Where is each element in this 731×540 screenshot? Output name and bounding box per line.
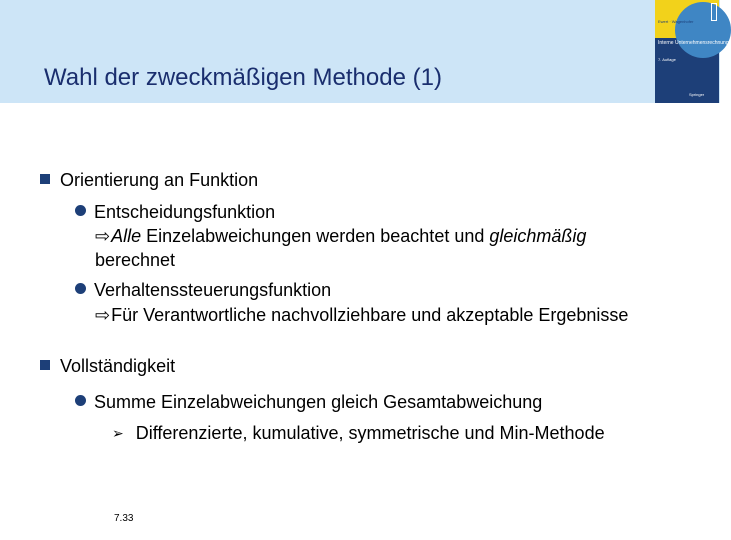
subitem-detail xyxy=(95,226,586,247)
book-cover-title: Interne Unternehmensrechnung xyxy=(658,40,729,46)
detail-text: Einzelabweichungen werden beachtet und xyxy=(141,226,490,246)
arrow-right-icon: ⇨ xyxy=(95,305,111,325)
bullet-label: Vollständigkeit xyxy=(60,356,176,376)
book-cover-edition: 7. Auflage xyxy=(658,57,676,62)
book-cover-publisher: Springer xyxy=(689,92,705,97)
circle-bullet-icon xyxy=(75,205,86,216)
subitem-entscheidungsfunktion xyxy=(75,202,275,223)
book-cover-mark xyxy=(711,3,717,21)
arrow-right-icon: ⇨ xyxy=(95,226,111,246)
subitem-label: Summe Einzelabweichungen gleich Gesamtabweichung xyxy=(94,392,543,412)
bullet-label: Orientierung an Funktion xyxy=(60,170,259,190)
subitem-label: Entscheidungsfunktion xyxy=(94,202,276,222)
subitem-detail-continued: berechnet xyxy=(95,250,176,270)
subsubitem-methoden xyxy=(112,423,605,444)
chevron-right-icon: ➢ xyxy=(112,425,124,441)
square-bullet-icon xyxy=(40,174,50,184)
subitem-verhaltenssteuerung xyxy=(75,280,331,301)
detail-italic: Alle xyxy=(111,226,142,246)
slide-title: Wahl der zweckmäßigen Methode (1) xyxy=(44,64,442,91)
subitem-detail xyxy=(95,305,628,326)
subitem-summe xyxy=(75,392,542,413)
detail-text: Für Verantwortliche nachvollziehbare und akzeptable Ergebnisse xyxy=(111,305,629,325)
square-bullet-icon xyxy=(40,360,50,370)
book-cover-arc xyxy=(675,2,731,58)
book-cover-authors: Ewert · Wagenhofer xyxy=(658,19,694,24)
bullet-item-funktion xyxy=(40,170,258,191)
subsubitem-label: Differenzierte, kumulative, symmetrische und Min-Methode xyxy=(135,423,605,443)
circle-bullet-icon xyxy=(75,395,86,406)
circle-bullet-icon xyxy=(75,283,86,294)
book-cover-image xyxy=(655,0,729,103)
detail-italic-2: gleichmäßig xyxy=(489,226,587,246)
bullet-item-vollstaendigkeit xyxy=(40,356,175,377)
page-number: 7.33 xyxy=(114,513,134,524)
subitem-label: Verhaltenssteuerungsfunktion xyxy=(94,280,332,300)
